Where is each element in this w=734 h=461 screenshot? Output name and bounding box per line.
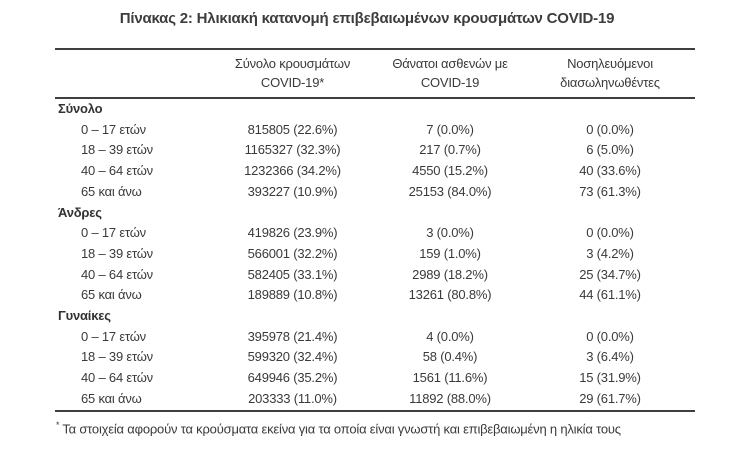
section-label: Άνδρες <box>58 204 102 220</box>
cases-cell: 395978 (21.4%) <box>247 328 338 344</box>
section-row <box>55 306 695 327</box>
footnote-text: Τα στοιχεία αφορούν τα κρούσματα εκείνα για τα οποία είναι γνωστή και επιβεβαιωμένη η ηλικία τους <box>62 420 621 436</box>
deaths-cell: 25153 (84.0%) <box>408 183 492 199</box>
column-header-line: Σύνολο κρουσμάτων <box>234 56 351 71</box>
deaths-cell: 4 (0.0%) <box>426 328 474 344</box>
column-header-empty <box>55 49 210 98</box>
section-label: Σύνολο <box>58 101 103 116</box>
intubated-cell: 15 (31.9%) <box>579 370 641 386</box>
intubated-cell: 73 (61.3%) <box>579 183 641 199</box>
footnote-asterisk: * <box>56 419 60 430</box>
intubated-cell: 3 (6.4%) <box>586 349 634 365</box>
intubated-cell: 25 (34.7%) <box>579 266 641 282</box>
cases-cell: 815805 (22.6%) <box>247 121 338 137</box>
table-row <box>55 327 695 348</box>
column-header-line: διασωληνωθέντες <box>560 75 660 90</box>
column-header-intubated <box>525 49 695 98</box>
age-group-label: 40 – 64 ετών <box>81 370 153 386</box>
intubated-cell: 44 (61.1%) <box>579 287 641 303</box>
deaths-cell: 2989 (18.2%) <box>412 266 488 282</box>
column-header-cases <box>210 49 375 98</box>
table-row <box>55 285 695 306</box>
cases-cell: 189889 (10.8%) <box>247 287 338 303</box>
table-row <box>55 265 695 286</box>
footnote <box>56 417 734 437</box>
deaths-cell: 217 (0.7%) <box>419 142 481 158</box>
deaths-cell: 4550 (15.2%) <box>412 163 488 179</box>
cases-cell: 1165327 (32.3%) <box>244 142 341 158</box>
table-row <box>55 223 695 244</box>
column-header-line: Θάνατοι ασθενών με <box>392 56 508 71</box>
cases-cell: 393227 (10.9%) <box>247 183 338 199</box>
table-row <box>55 347 695 368</box>
age-group-label: 0 – 17 ετών <box>81 225 146 241</box>
intubated-cell: 0 (0.0%) <box>586 225 634 241</box>
section-row <box>55 203 695 224</box>
age-distribution-table <box>55 48 695 412</box>
section-label: Γυναίκες <box>58 308 111 324</box>
intubated-cell: 6 (5.0%) <box>586 142 634 158</box>
header-row <box>55 49 695 98</box>
cases-cell: 419826 (23.9%) <box>247 225 338 241</box>
deaths-cell: 58 (0.4%) <box>422 349 478 365</box>
table-row <box>55 244 695 265</box>
intubated-cell: 29 (61.7%) <box>525 389 695 411</box>
table-row <box>55 389 695 411</box>
cases-cell: 599320 (32.4%) <box>247 349 338 365</box>
column-header-line: COVID-19* <box>260 75 325 90</box>
age-group-label: 0 – 17 ετών <box>81 328 146 344</box>
deaths-cell: 13261 (80.8%) <box>408 287 492 303</box>
table-row <box>55 161 695 182</box>
table-body <box>55 98 695 411</box>
deaths-cell: 1561 (11.6%) <box>412 370 488 386</box>
age-group-label: 18 – 39 ετών <box>81 245 153 261</box>
age-group-label: 65 και άνω <box>55 389 210 411</box>
cases-cell: 566001 (32.2%) <box>247 245 338 261</box>
age-group-label: 65 και άνω <box>81 287 142 303</box>
intubated-cell: 40 (33.6%) <box>579 163 641 179</box>
age-group-label: 0 – 17 ετών <box>81 121 146 137</box>
column-header-line: Νοσηλευόμενοι <box>567 56 653 71</box>
age-group-label: 18 – 39 ετών <box>81 349 153 365</box>
age-group-label: 18 – 39 ετών <box>81 142 153 158</box>
cases-cell: 582405 (33.1%) <box>247 266 338 282</box>
section-row <box>55 98 695 120</box>
age-group-label: 65 και άνω <box>81 183 142 199</box>
table-row <box>55 368 695 389</box>
cases-cell: 649946 (35.2%) <box>247 370 338 386</box>
table-row <box>55 120 695 141</box>
cases-cell: 1232366 (34.2%) <box>244 163 341 179</box>
intubated-cell: 3 (4.2%) <box>586 245 634 261</box>
intubated-cell: 0 (0.0%) <box>586 121 634 137</box>
age-group-label: 40 – 64 ετών <box>81 163 153 179</box>
cases-cell: 203333 (11.0%) <box>210 389 375 411</box>
table-row <box>55 182 695 203</box>
column-header-line: COVID-19 <box>420 75 480 90</box>
age-group-label: 40 – 64 ετών <box>81 266 153 282</box>
page-title: Πίνακας 2: Ηλικιακή κατανομή επιβεβαιωμένων κρουσμάτων COVID-19 <box>119 10 615 27</box>
table-row <box>55 140 695 161</box>
deaths-cell: 159 (1.0%) <box>419 245 481 261</box>
intubated-cell: 0 (0.0%) <box>586 328 634 344</box>
column-header-deaths <box>375 49 525 98</box>
deaths-cell: 7 (0.0%) <box>426 121 474 137</box>
deaths-cell: 3 (0.0%) <box>426 225 474 241</box>
deaths-cell: 11892 (88.0%) <box>375 389 525 411</box>
